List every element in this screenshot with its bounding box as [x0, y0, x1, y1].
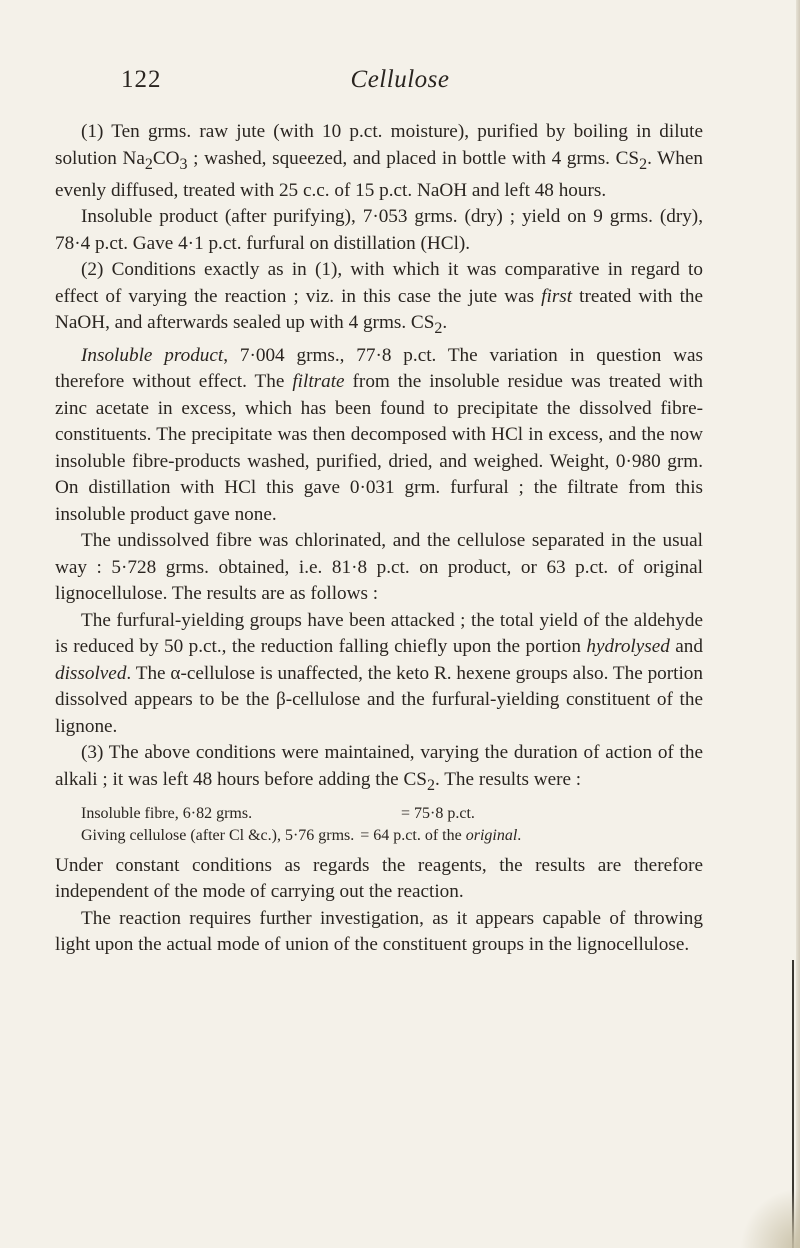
- results-label: Giving cellulose (after Cl &c.), 5·76 grms.: [81, 826, 355, 844]
- results-table: [55, 803, 703, 847]
- page-number: 122: [121, 66, 162, 93]
- running-header: [0, 66, 800, 96]
- page-edge-shadow: [796, 0, 800, 1248]
- paragraph: The reaction requires further investigation, as it appears capable of throwing light upon the actual mode of union of the constituent groups in the lignocellulose.: [55, 907, 703, 956]
- paragraph: Insoluble product (after purifying), 7·053 grms. (dry) ; yield on 9 grms. (dry), 78·4 p.ct. Gave 4·1 p.ct. furfural on distillation (HCl).: [55, 206, 703, 254]
- results-value: = 75·8 p.ct.: [401, 804, 475, 822]
- paragraph: (1) Ten grms. raw jute (with 10 p.ct. moisture), purified by boiling in dilute solution $Na_2CO_3$ ; washed, squeezed, and placed in bottle with 4 grms. $CS_2$. When evenly diffused, treated with 25 c.c. of 15 p.ct. NaOH and left 48 hours.: [55, 121, 703, 201]
- paragraph: The furfural-yielding groups have been attacked ; the total yield of the aldehyde is reduced by 50 p.ct., the reduction falling chiefly upon the portion hydrolysed and dissolved. The α-cellulose is unaffected, the keto R. hexene groups also. The portion dissolved appears to be the β-cellulose and the furfural-yielding constituent of the lignone.: [55, 609, 703, 737]
- paragraph: (2) Conditions exactly as in (1), with which it was comparative in regard to effect of varying the reaction ; viz. in this case the jute was first treated with the NaOH, and afterwards sealed up with 4 grms. $CS_2$.: [55, 259, 704, 338]
- results-row: [55, 803, 703, 825]
- body-text: [55, 119, 703, 959]
- page-corner-stain: [740, 1188, 800, 1248]
- results-label: Insoluble fibre, 6·82 grms.: [81, 804, 253, 822]
- running-title: Cellulose: [350, 66, 450, 93]
- paragraph: Insoluble product, 7·004 grms., 77·8 p.ct. The variation in question was therefore without effect. The filtrate from the insoluble residue was treated with zinc acetate in excess, which has been found to precipitate the dissolved fibre-constituents. The precipitate was then decomposed with HCl in excess, and the now insoluble fibre-products washed, purified, dried, and weighed. Weight, 0·980 grm. On distillation with HCl this gave 0·031 grm. furfural ; the filtrate from this insoluble product gave none.: [55, 344, 704, 525]
- paragraph-group-top: [55, 119, 703, 799]
- paragraph: The undissolved fibre was chlorinated, and the cellulose separated in the usual way : 5·728 grms. obtained, i.e. 81·8 p.ct. on product, or 63 p.ct. of original lignocellulose. The results are as follows :: [55, 530, 703, 605]
- results-row: [55, 825, 703, 847]
- paragraph-group-bottom: [55, 853, 703, 959]
- paragraph: (3) The above conditions were maintained, varying the duration of action of the alkali ; it was left 48 hours before adding the $CS_2$. The results were :: [55, 742, 703, 794]
- results-value: = 64 p.ct. of the original.: [360, 826, 522, 844]
- paragraph: Under constant conditions as regards the reagents, the results are therefore independent of the mode of carrying out the reaction.: [55, 854, 703, 903]
